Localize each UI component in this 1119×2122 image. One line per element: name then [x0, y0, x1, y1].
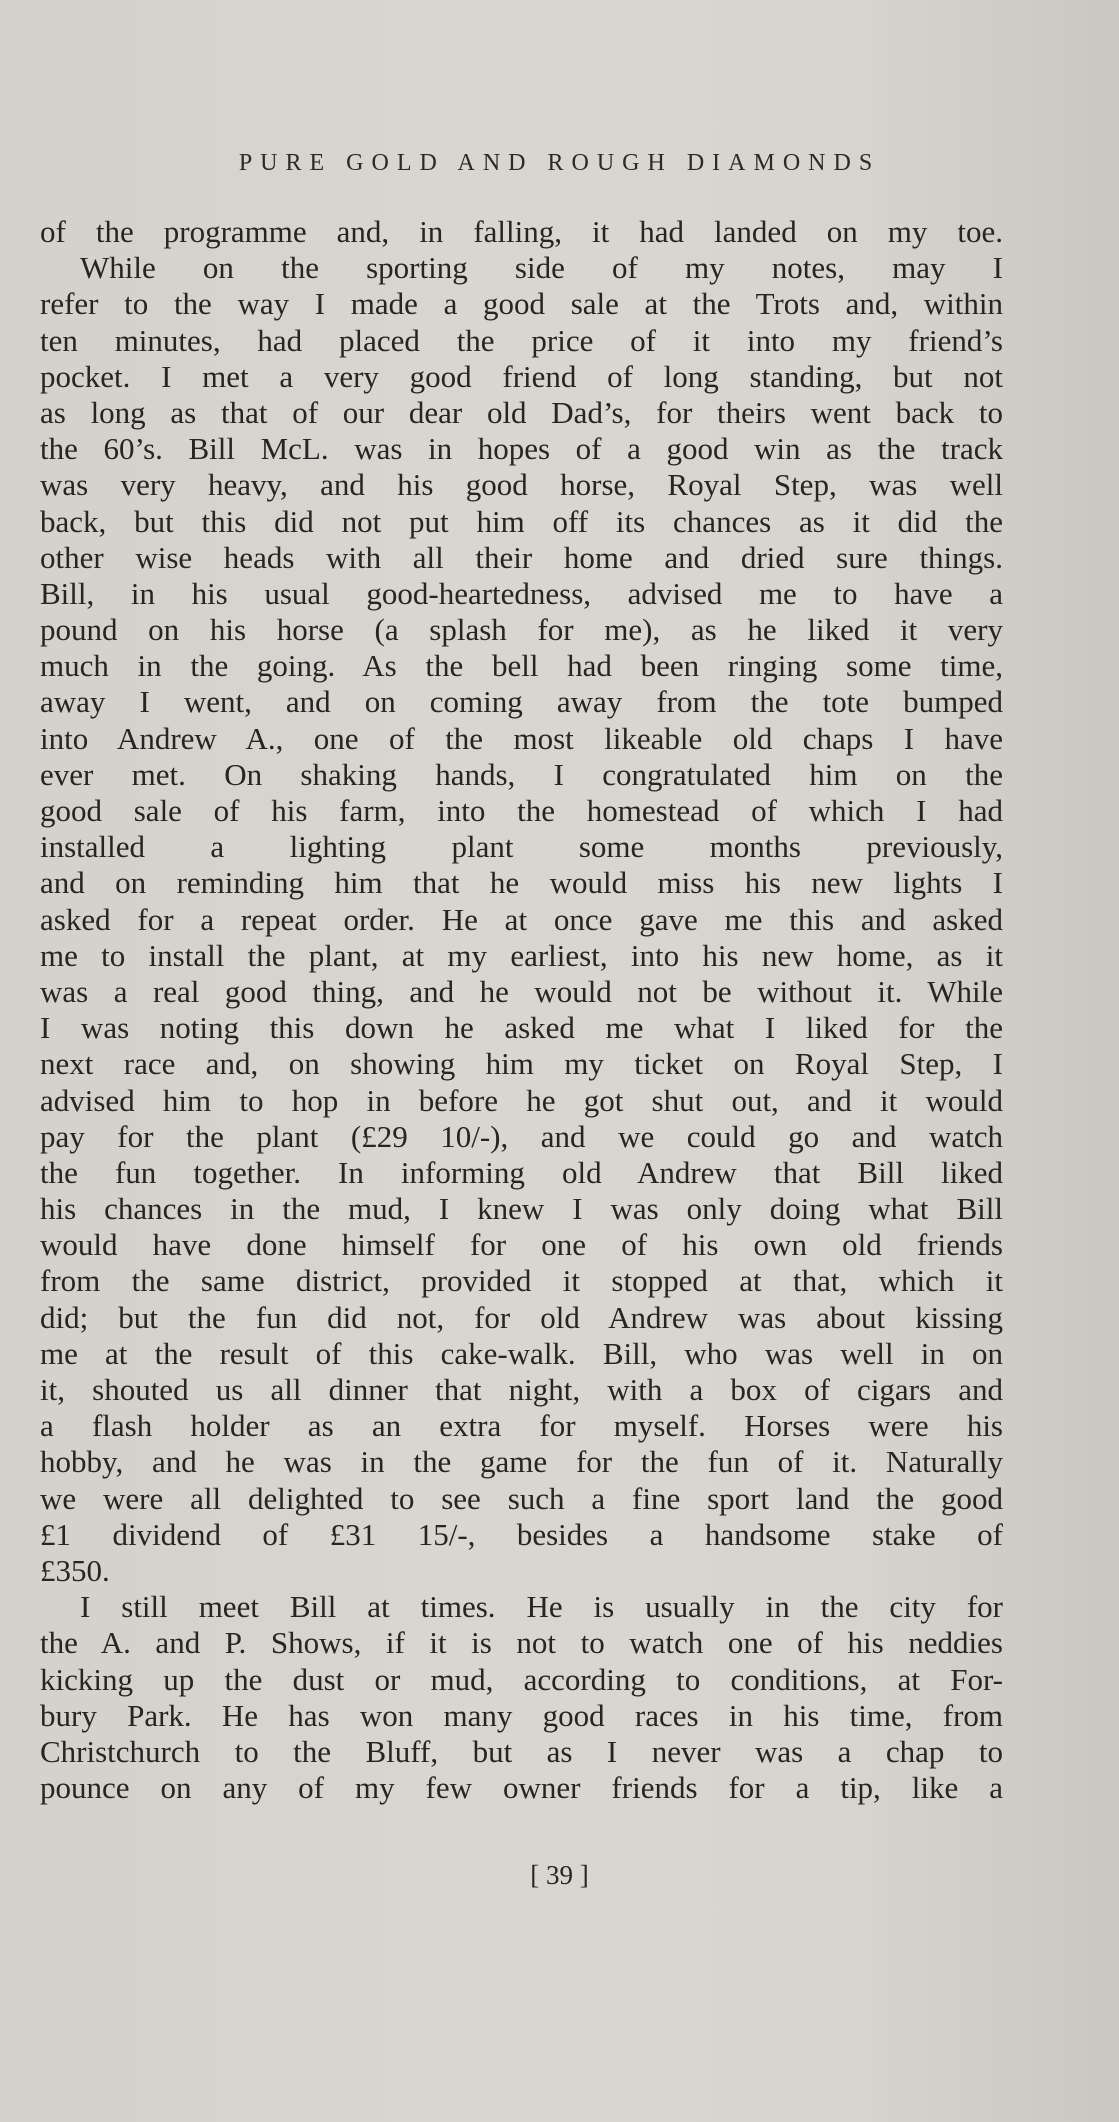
- text-line: pounce on any of my few owner friends for a tip, like a: [40, 1770, 1003, 1806]
- text-line: Bill, in his usual good-heartedness, advised me to have a: [40, 575, 1003, 611]
- text-line: pay for the plant (£29 10/-), and we could go and watch: [40, 1118, 1003, 1154]
- text-line: as long as that of our dear old Dad’s, for theirs went back to: [40, 394, 1003, 430]
- text-line: of the programme and, in falling, it had landed on my toe.: [40, 214, 1003, 249]
- text-line: would have done himself for one of his own old friends: [40, 1227, 1003, 1263]
- text-line: Christchurch to the Bluff, but as I never was a chap to: [40, 1733, 1003, 1769]
- text-line: pound on his horse (a splash for me), as he liked it very: [40, 612, 1003, 648]
- text-line: I still meet Bill at times. He is usually in the city for: [80, 1589, 1003, 1625]
- text-line: we were all delighted to see such a fine sport land the good: [40, 1480, 1003, 1516]
- text-line: his chances in the mud, I knew I was only doing what Bill: [40, 1191, 1003, 1227]
- text-line: the fun together. In informing old Andrew that Bill liked: [40, 1154, 1003, 1190]
- page-number: [ 39 ]: [530, 1860, 589, 1890]
- text-line: away I went, and on coming away from the tote bumped: [40, 684, 1003, 720]
- text-line: kicking up the dust or mud, according to conditions, at For-: [40, 1661, 1003, 1697]
- running-header: PURE GOLD AND ROUGH DIAMONDS: [238, 150, 881, 176]
- body-text: [40, 214, 1003, 1806]
- text-line: and on reminding him that he would miss his new lights I: [40, 865, 1003, 901]
- text-line: was a real good thing, and he would not be without it. While: [40, 973, 1003, 1009]
- text-line: a flash holder as an extra for myself. Horses were his: [40, 1408, 1003, 1444]
- text-line: it, shouted us all dinner that night, with a box of cigars and: [40, 1372, 1003, 1407]
- text-line: installed a lighting plant some months previously,: [40, 829, 1003, 865]
- text-line: into Andrew A., one of the most likeable old chaps I have: [40, 720, 1003, 756]
- text-line: £350.: [40, 1552, 110, 1588]
- text-line: hobby, and he was in the game for the fun of it. Naturally: [40, 1444, 1003, 1480]
- text-line: I was noting this down he asked me what I liked for the: [40, 1010, 1003, 1046]
- text-line: asked for a repeat order. He at once gave me this and asked: [40, 901, 1003, 937]
- text-line: the A. and P. Shows, if it is not to watch one of his neddies: [40, 1625, 1003, 1661]
- text-line: refer to the way I made a good sale at the Trots and, within: [40, 286, 1003, 322]
- text-line: did; but the fun did not, for old Andrew was about kissing: [40, 1299, 1003, 1335]
- text-line: While on the sporting side of my notes, may I: [80, 250, 1003, 286]
- text-line: me at the result of this cake-walk. Bill, who was well in on: [40, 1335, 1003, 1371]
- text-line: other wise heads with all their home and dried sure things.: [40, 539, 1003, 575]
- text-line: £1 dividend of £31 15/-, besides a handsome stake of: [40, 1516, 1003, 1552]
- text-line: was very heavy, and his good horse, Royal Step, was well: [40, 467, 1003, 503]
- text-line: back, but this did not put him off its chances as it did the: [40, 503, 1003, 539]
- text-line: me to install the plant, at my earliest, into his new home, as it: [40, 937, 1003, 973]
- text-line: much in the going. As the bell had been ringing some time,: [40, 648, 1003, 684]
- text-line: from the same district, provided it stopped at that, which it: [40, 1263, 1003, 1299]
- text-line: the 60’s. Bill McL. was in hopes of a good win as the track: [40, 431, 1003, 467]
- text-line: pocket. I met a very good friend of long standing, but not: [40, 358, 1003, 394]
- text-line: good sale of his farm, into the homestead of which I had: [40, 793, 1003, 828]
- text-line: next race and, on showing him my ticket on Royal Step, I: [40, 1046, 1003, 1082]
- text-line: ten minutes, had placed the price of it into my friend’s: [40, 322, 1003, 358]
- text-line: advised him to hop in before he got shut out, and it would: [40, 1082, 1003, 1118]
- text-line: bury Park. He has won many good races in his time, from: [40, 1697, 1003, 1733]
- text-line: ever met. On shaking hands, I congratulated him on the: [40, 756, 1003, 792]
